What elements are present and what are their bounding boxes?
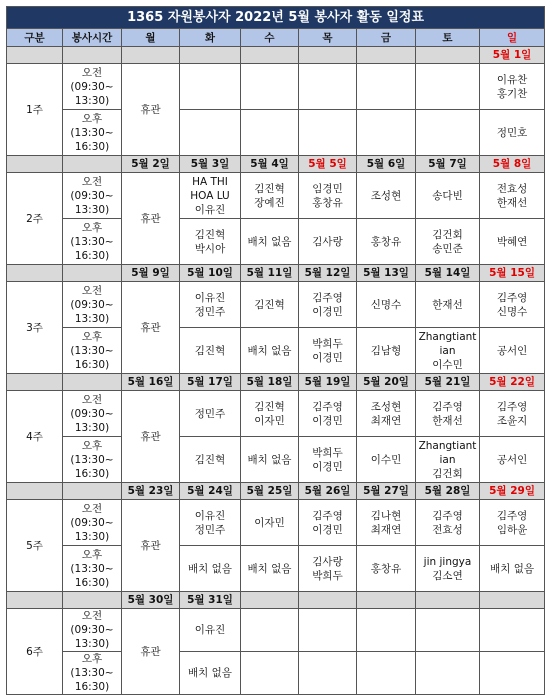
col-header: 수 [241,29,299,47]
schedule-cell [416,282,480,328]
date-cell [241,47,299,64]
cell-line: 조윤지 [496,414,528,427]
slot-label [63,64,122,110]
schedule-cell [357,437,416,483]
cell-line: 배치 없음 [188,667,232,679]
cell-line: 김주영 [496,400,528,413]
cell-line: 신명수 [370,298,402,311]
schedule-cell [416,652,480,695]
cell-line: Zhangtiant [418,439,477,452]
cell-line: 장예진 [254,196,285,209]
cell-line: 박시아 [194,242,226,255]
date-cell [299,592,357,609]
date-cell: 5월 5일 [299,156,357,173]
cell-line: 김주영 [312,291,343,304]
cell-line: 오전 [81,393,103,406]
date-cell: 5월 3일 [180,156,241,173]
week-label: 1주 [7,64,63,156]
slot-label [63,110,122,156]
closed-monday: 휴관 [122,609,180,695]
schedule-cell [357,173,416,219]
header-row [7,29,545,47]
closed-monday: 휴관 [122,391,180,483]
date-cell: 5월 15일 [480,265,545,282]
cell-line: 배치 없음 [247,344,292,357]
schedule-cell [357,110,416,156]
cell-line: 13:30) [74,312,110,325]
week-label: 4주 [7,391,63,483]
cell-line: 홍창유 [370,235,402,248]
week-slot-row [7,173,545,219]
date-cell [357,592,416,609]
cell-line: 이유찬 [496,73,528,86]
date-cell: 5월 24일 [180,483,241,500]
closed-monday: 휴관 [122,173,180,265]
slot-label [63,437,122,483]
cell-line: 13:30) [74,421,110,434]
schedule-cell [299,282,357,328]
cell-line: 16:30) [74,140,110,153]
cell-line: 김건회 [432,467,463,480]
cell-line: 김주영 [432,400,463,413]
cell-line: 공서인 [496,344,528,357]
schedule-cell [416,391,480,437]
col-header-sunday: 일 [480,29,545,47]
week-slot-row [7,500,545,546]
date-cell: 5월 13일 [357,265,416,282]
schedule-cell [480,328,545,374]
date-cell [7,47,63,64]
date-cell: 5월 17일 [180,374,241,391]
schedule-cell [480,391,545,437]
cell-line: 김진혁 [254,400,285,413]
schedule-cell [241,219,299,265]
date-cell [63,156,122,173]
cell-line: 오후 [81,439,103,452]
schedule-cell [357,652,416,695]
cell-line: HOA LU [190,189,230,202]
schedule-cell [480,173,545,219]
schedule-cell [241,437,299,483]
cell-line: 공서인 [496,453,528,466]
date-cell: 5월 26일 [299,483,357,500]
cell-line: (09:30~ [70,189,114,202]
schedule-cell [416,219,480,265]
col-header: 화 [180,29,241,47]
date-cell: 5월 22일 [480,374,545,391]
schedule-cell [416,110,480,156]
cell-line: 이유진 [194,203,226,216]
col-header: 토 [416,29,480,47]
cell-line: 김진혁 [254,182,285,195]
cell-line: 전효성 [432,523,463,536]
cell-line: (13:30~ [70,667,114,679]
cell-line: 16:30) [74,681,110,693]
date-cell: 5월 19일 [299,374,357,391]
schedule-cell [299,173,357,219]
cell-line: 조성현 [370,189,402,202]
cell-line: 13:30) [74,203,110,216]
cell-line: (13:30~ [70,562,114,575]
cell-line: 이유진 [194,291,226,304]
schedule-cell [299,546,357,592]
schedule-cell [180,64,241,110]
date-cell: 5월 8일 [480,156,545,173]
schedule-cell [480,282,545,328]
schedule-cell [180,609,241,652]
slot-label [63,173,122,219]
cell-line: 배치 없음 [247,453,292,466]
date-cell [357,47,416,64]
schedule-cell [180,546,241,592]
cell-line: 16:30) [74,467,110,480]
cell-line: 박희두 [312,337,343,350]
week-slot-row [7,609,545,652]
cell-line: 오후 [81,548,103,561]
date-cell [7,592,63,609]
schedule-cell [416,328,480,374]
date-row [7,265,545,282]
date-cell [63,592,122,609]
schedule-cell [480,652,545,695]
date-cell: 5월 6일 [357,156,416,173]
date-cell [63,374,122,391]
week-slot-row [7,328,545,374]
schedule-cell [180,219,241,265]
col-header: 목 [299,29,357,47]
date-cell: 5월 31일 [180,592,241,609]
cell-line: 김주영 [496,291,528,304]
week-slot-row [7,391,545,437]
cell-line: ian [439,453,456,466]
schedule [6,6,544,695]
date-row [7,483,545,500]
schedule-cell [357,546,416,592]
date-cell [122,47,180,64]
slot-label [63,609,122,652]
date-cell [299,47,357,64]
cell-line: 오전 [81,502,103,515]
schedule-cell [357,64,416,110]
cell-line: (13:30~ [70,453,114,466]
schedule-table [6,6,545,695]
week-label: 6주 [7,609,63,695]
schedule-cell [480,64,545,110]
cell-line: 정민주 [194,407,226,420]
schedule-cell [299,219,357,265]
cell-line: 16:30) [74,358,110,371]
cell-line: 13:30) [74,94,110,107]
cell-line: 배치 없음 [188,562,232,575]
date-cell: 5월 2일 [122,156,180,173]
schedule-cell [357,609,416,652]
cell-line: 오전 [81,66,103,79]
schedule-cell [416,437,480,483]
cell-line: 이수민 [370,453,402,466]
cell-line: 한재선 [432,414,463,427]
schedule-cell [299,110,357,156]
date-cell: 5월 10일 [180,265,241,282]
schedule-cell [180,391,241,437]
col-header: 봉사시간 [63,29,122,47]
cell-line: 김주영 [432,509,463,522]
date-cell [7,483,63,500]
date-cell [63,47,122,64]
date-cell: 5월 7일 [416,156,480,173]
cell-line: 김주영 [312,509,343,522]
closed-monday: 휴관 [122,64,180,156]
schedule-cell [480,437,545,483]
schedule-cell [480,546,545,592]
cell-line: 임하윤 [496,523,528,536]
cell-line: 임경민 [312,182,343,195]
cell-line: 조성현 [370,400,402,413]
schedule-cell [357,282,416,328]
schedule-cell [416,64,480,110]
cell-line: HA THI [192,175,228,188]
slot-label [63,219,122,265]
date-cell [7,156,63,173]
cell-line: 이유진 [194,624,226,636]
cell-line: (09:30~ [70,80,114,93]
schedule-cell [357,219,416,265]
cell-line: 이수민 [432,358,463,371]
week-slot-row [7,437,545,483]
cell-line: 오후 [81,112,103,125]
date-cell: 5월 11일 [241,265,299,282]
schedule-cell [357,500,416,546]
cell-line: 한재선 [496,196,528,209]
schedule-cell [299,500,357,546]
schedule-cell [241,609,299,652]
schedule-cell [299,328,357,374]
date-cell: 5월 18일 [241,374,299,391]
date-cell: 5월 9일 [122,265,180,282]
cell-line: (09:30~ [70,624,114,636]
cell-line: 홍기찬 [496,87,528,100]
cell-line: 김사랑 [312,555,343,568]
schedule-cell [180,500,241,546]
schedule-cell [241,652,299,695]
cell-line: 김진혁 [194,344,226,357]
col-header: 금 [357,29,416,47]
date-cell [63,483,122,500]
date-row [7,592,545,609]
cell-line: ian [439,344,456,357]
slot-label [63,546,122,592]
cell-line: (09:30~ [70,407,114,420]
cell-line: 이유진 [194,509,226,522]
schedule-cell [241,64,299,110]
schedule-cell [480,219,545,265]
cell-line: 김남형 [370,344,402,357]
schedule-cell [180,110,241,156]
date-row [7,47,545,64]
date-cell [416,47,480,64]
schedule-cell [480,500,545,546]
cell-line: 박희두 [312,569,343,582]
week-slot-row [7,546,545,592]
date-cell: 5월 27일 [357,483,416,500]
cell-line: (13:30~ [70,235,114,248]
week-slot-row [7,110,545,156]
cell-line: 김주영 [496,509,528,522]
cell-line: 김나현 [370,509,402,522]
slot-label [63,500,122,546]
date-cell [480,592,545,609]
cell-line: 전효성 [496,182,528,195]
cell-line: 김건회 [432,228,463,241]
schedule-cell [241,328,299,374]
schedule-cell [299,437,357,483]
cell-line: 정민주 [194,305,226,318]
cell-line: 최재연 [370,414,402,427]
schedule-cell [416,500,480,546]
week-slot-row [7,282,545,328]
schedule-cell [180,437,241,483]
cell-line: 이자민 [254,516,285,529]
week-slot-row [7,219,545,265]
date-cell [241,592,299,609]
date-cell [7,265,63,282]
cell-line: 오후 [81,221,103,234]
cell-line: 이경민 [312,460,343,473]
cell-line: 김소연 [432,569,463,582]
date-cell: 5월 23일 [122,483,180,500]
col-header: 구분 [7,29,63,47]
cell-line: (09:30~ [70,298,114,311]
cell-line: 오전 [81,284,103,297]
date-cell: 5월 16일 [122,374,180,391]
cell-line: 오전 [81,175,103,188]
schedule-cell [416,609,480,652]
date-cell: 5월 28일 [416,483,480,500]
slot-label [63,328,122,374]
date-cell: 5월 1일 [480,47,545,64]
cell-line: 정민호 [496,126,528,139]
date-cell [416,592,480,609]
date-cell: 5월 20일 [357,374,416,391]
col-header: 월 [122,29,180,47]
schedule-cell [299,652,357,695]
schedule-body [7,7,545,695]
closed-monday: 휴관 [122,500,180,592]
date-cell: 5월 14일 [416,265,480,282]
schedule-cell [241,173,299,219]
schedule-cell [416,546,480,592]
schedule-cell [180,173,241,219]
cell-line: (13:30~ [70,344,114,357]
week-slot-row [7,652,545,695]
schedule-cell [180,328,241,374]
schedule-cell [241,546,299,592]
cell-line: 오후 [81,653,103,665]
cell-line: 김주영 [312,400,343,413]
slot-label [63,391,122,437]
week-label: 5주 [7,500,63,592]
cell-line: 오전 [81,610,103,622]
cell-line: 박혜연 [496,235,528,248]
cell-line: 오후 [81,330,103,343]
date-cell [63,265,122,282]
schedule-cell [241,500,299,546]
cell-line: 이경민 [312,523,343,536]
cell-line: 13:30) [74,638,110,650]
cell-line: 이경민 [312,351,343,364]
cell-line: (09:30~ [70,516,114,529]
cell-line: 이경민 [312,414,343,427]
schedule-cell [180,282,241,328]
schedule-cell [357,328,416,374]
cell-line: 송다빈 [432,189,463,202]
week-slot-row [7,64,545,110]
cell-line: 김사랑 [312,235,343,248]
week-label: 3주 [7,282,63,374]
cell-line: 김진혁 [254,298,285,311]
schedule-cell [357,391,416,437]
cell-line: 송민준 [432,242,463,255]
cell-line: 13:30) [74,530,110,543]
schedule-cell [241,282,299,328]
cell-line: 배치 없음 [247,562,292,575]
date-cell [7,374,63,391]
cell-line: 배치 없음 [247,235,292,248]
cell-line: 최재연 [370,523,402,536]
date-cell: 5월 29일 [480,483,545,500]
date-row [7,156,545,173]
date-cell: 5월 25일 [241,483,299,500]
date-row [7,374,545,391]
cell-line: 16:30) [74,249,110,262]
cell-line: 신명수 [496,305,528,318]
schedule-cell [480,110,545,156]
cell-line: 김진혁 [194,453,226,466]
date-cell [180,47,241,64]
schedule-cell [299,609,357,652]
schedule-cell [180,652,241,695]
schedule-cell [241,110,299,156]
cell-line: 홍창유 [370,562,402,575]
cell-line: (13:30~ [70,126,114,139]
date-cell: 5월 4일 [241,156,299,173]
cell-line: 16:30) [74,576,110,589]
date-cell: 5월 21일 [416,374,480,391]
schedule-cell [299,64,357,110]
week-label: 2주 [7,173,63,265]
schedule-cell [416,173,480,219]
cell-line: 이경민 [312,305,343,318]
schedule-cell [241,391,299,437]
schedule-cell [299,391,357,437]
page-title: 1365 자원봉사자 2022년 5월 봉사자 활동 일정표 [7,7,545,29]
closed-monday: 휴관 [122,282,180,374]
cell-line: 김진혁 [194,228,226,241]
schedule-cell [480,609,545,652]
cell-line: 정민주 [194,523,226,536]
cell-line: 이자민 [254,414,285,427]
date-cell: 5월 12일 [299,265,357,282]
slot-label [63,282,122,328]
cell-line: Zhangtiant [418,330,477,343]
cell-line: 한재선 [432,298,463,311]
cell-line: 박희두 [312,446,343,459]
cell-line: 배치 없음 [490,562,534,575]
cell-line: jin jingya [423,555,472,568]
cell-line: 홍창유 [312,196,343,209]
slot-label [63,652,122,695]
date-cell: 5월 30일 [122,592,180,609]
